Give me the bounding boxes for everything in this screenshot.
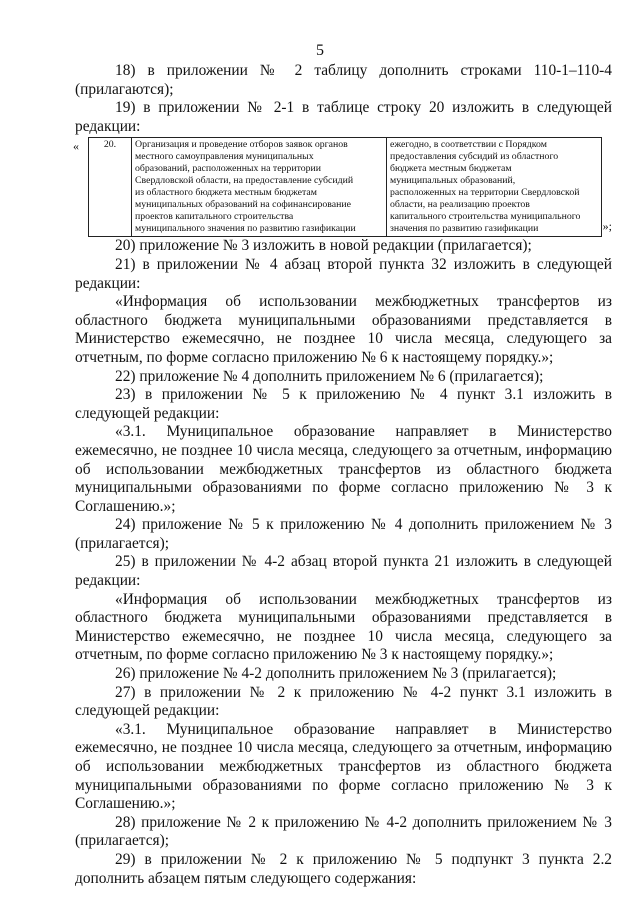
- cell-line: муниципального значения по развитию газификации: [135, 223, 356, 235]
- quote-23: «3.1. Муниципальное образование направляет в Министерство ежемесячно, не позднее 10 числа месяца, следующего за отчетным, информацию об использовании межбюджетных трансфертов из областного бюджета муниципальными образованиями по форме согласно приложению № 3 к Соглашению.»;: [75, 423, 612, 515]
- item-22: 22) приложение № 4 дополнить приложением № 6 (прилагается);: [115, 367, 544, 385]
- item-20: 20) приложение № 3 изложить в новой редакции (прилагается);: [115, 237, 532, 255]
- cell-line: капитального строительства муниципального: [390, 211, 581, 223]
- item-19: 19) в приложении № 2-1 в таблице строку 20 изложить в следующей редакции:: [75, 99, 612, 135]
- item-23: 23) в приложении № 5 к приложению № 4 пункт 3.1 изложить в следующей редакции:: [75, 386, 612, 422]
- document-body: [75, 62, 612, 888]
- cell-line: Организация и проведение отборов заявок органов: [135, 139, 348, 151]
- item-26: 26) приложение № 4-2 дополнить приложением № 3 (прилагается);: [115, 665, 557, 683]
- cell-line: области, на реализацию проектов: [390, 199, 530, 211]
- table-row: [89, 138, 602, 237]
- quote-27: «3.1. Муниципальное образование направляет в Министерство ежемесячно, не позднее 10 числа месяца, следующего за отчетным, информацию об использовании межбюджетных трансфертов из областного бюджета муниципальными образованиями по форме согласно приложению № 3 к Соглашению.»;: [75, 720, 612, 813]
- quote-21: «Информация об использовании межбюджетных трансфертов из областного бюджета муниципальными образованиями представляется в Министерство ежемесячно, не позднее 10 числа месяца, следующего за отчетным, по форме согласно приложению № 6 к настоящему порядку.»;: [75, 293, 612, 366]
- cell-line: бюджета местным бюджетам: [390, 163, 512, 175]
- cell-line: местного самоуправления муниципальных: [135, 151, 314, 163]
- cell-line: муниципальных образований,: [390, 175, 516, 187]
- cell-line: предоставления субсидий из областного: [390, 151, 559, 163]
- item-24: 24) приложение № 5 к приложению № 4 дополнить приложением № 3 (прилагается);: [75, 516, 612, 552]
- cell-line: муниципальных образований на софинансирование: [135, 199, 351, 211]
- item-27: 27) в приложении № 2 к приложению № 4-2 пункт 3.1 изложить в следующей редакции:: [75, 683, 612, 720]
- table-open-quote: «: [73, 139, 79, 154]
- inserted-table: [88, 137, 602, 237]
- page-number: 5: [316, 42, 324, 59]
- quote-25: «Информация об использовании межбюджетных трансфертов из областного бюджета муниципальными образованиями представляется в Министерство ежемесячно, не позднее 10 числа месяца, следующего за отчетным, по форме согласно приложению № 3 к настоящему порядку.»;: [75, 590, 612, 664]
- cell-line: ежегодно, в соответствии с Порядком: [390, 139, 547, 151]
- cell-line: образований, расположенных на территории: [135, 163, 322, 175]
- cell-line: расположенных на территории Свердловской: [390, 187, 580, 199]
- table-cell-event: [132, 138, 387, 237]
- inserted-table-block: [75, 137, 612, 235]
- table-close-quote: »;: [602, 218, 612, 233]
- item-21: 21) в приложении № 4 абзац второй пункта 32 изложить в следующей редакции:: [75, 255, 612, 292]
- item-28: 28) приложение № 2 к приложению № 4-2 дополнить приложением № 3 (прилагается);: [75, 813, 612, 850]
- table-row-number: 20.: [89, 138, 132, 237]
- table-cell-deadline: [387, 138, 602, 237]
- cell-line: Свердловской области, на предоставление субсидий: [135, 175, 354, 187]
- cell-line: проектов капитального строительства: [135, 211, 294, 223]
- item-25: 25) в приложении № 4-2 абзац второй пункта 21 изложить в следующей редакции:: [75, 553, 612, 590]
- item-18: 18) в приложении № 2 таблицу дополнить строками 110-1–110-4 (прилагаются);: [75, 62, 612, 98]
- item-29: 29) в приложении № 2 к приложению № 5 подпункт 3 пункта 2.2 дополнить абзацем пятым следующего содержания:: [75, 850, 612, 887]
- cell-line: значения по развитию газификации: [390, 223, 539, 235]
- cell-line: из областного бюджета местным бюджетам: [135, 187, 317, 199]
